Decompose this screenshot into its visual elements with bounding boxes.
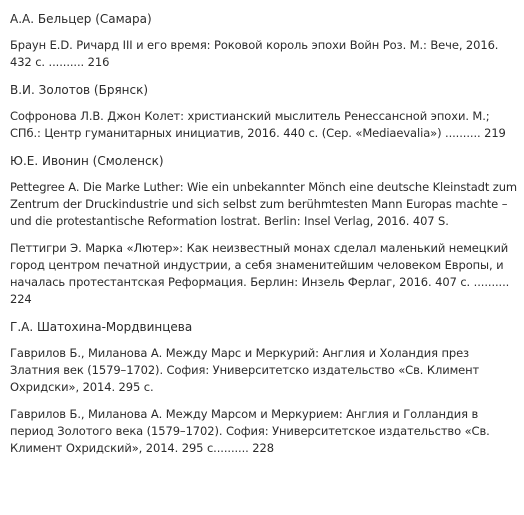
document-page [10,10,520,467]
review-block-ivonin [10,152,520,308]
reviewer-name: Г.А. Шатохина-Мордвинцева [10,320,193,334]
bibliography-entry: Pettegree A. Die Marke Luther: Wie ein unbekannter Mönch eine deutsche Kleinstadt zum Zentrum der Druckindustrie und sich selbst zum berühmtesten Mann Europas machte – und die protestantische Reformation lostrat. Berlin: Insel Verlag, 2016. 407 S. [10,180,518,228]
bibliography-entry: Гаврилов Б., Миланова А. Между Марсом и Меркурием: Англия и Голландия в период Золотого века (1579–1702). София: Университетское издательство «Св. Климент Охридский», 2014. 295 с.......... 228 [10,407,490,455]
reviewer-name: В.И. Золотов (Брянск) [10,83,149,97]
review-block-shatokhina [10,318,520,457]
bibliography-entry: Софронова Л.В. Джон Колет: христианский мыслитель Ренессансной эпохи. М.; СПб.: Центр гуманитарных инициатив, 2016. 440 с. (Сер. «Mediaevalia») .......... 219 [10,109,506,140]
reviewer-name: Ю.Е. Ивонин (Смоленск) [10,154,164,168]
bibliography-entry: Гаврилов Б., Миланова А. Между Марс и Меркурий: Англия и Холандия през Златния век (1579–1702). София: Университетско издательство «Св. Климент Охридски», 2014. 295 с. [10,346,480,394]
reviewer-name: А.А. Бельцер (Самара) [10,12,152,26]
bibliography-entry: Петтигри Э. Марка «Лютер»: Как неизвестный монах сделал маленький немецкий город центром печатной индустрии, а себя знаменитейшим человеком Европы, и началась протестантская Реформация. Берлин: Инзель Ферлаг, 2016. 407 с. .......... 224 [10,241,510,306]
bibliography-entry: Браун E.D. Ричард III и его время: Роковой король эпохи Войн Роз. М.: Вече, 2016. 432 с. .......... 216 [10,38,499,69]
review-block-beltser [10,10,520,71]
review-block-zolotov [10,81,520,142]
